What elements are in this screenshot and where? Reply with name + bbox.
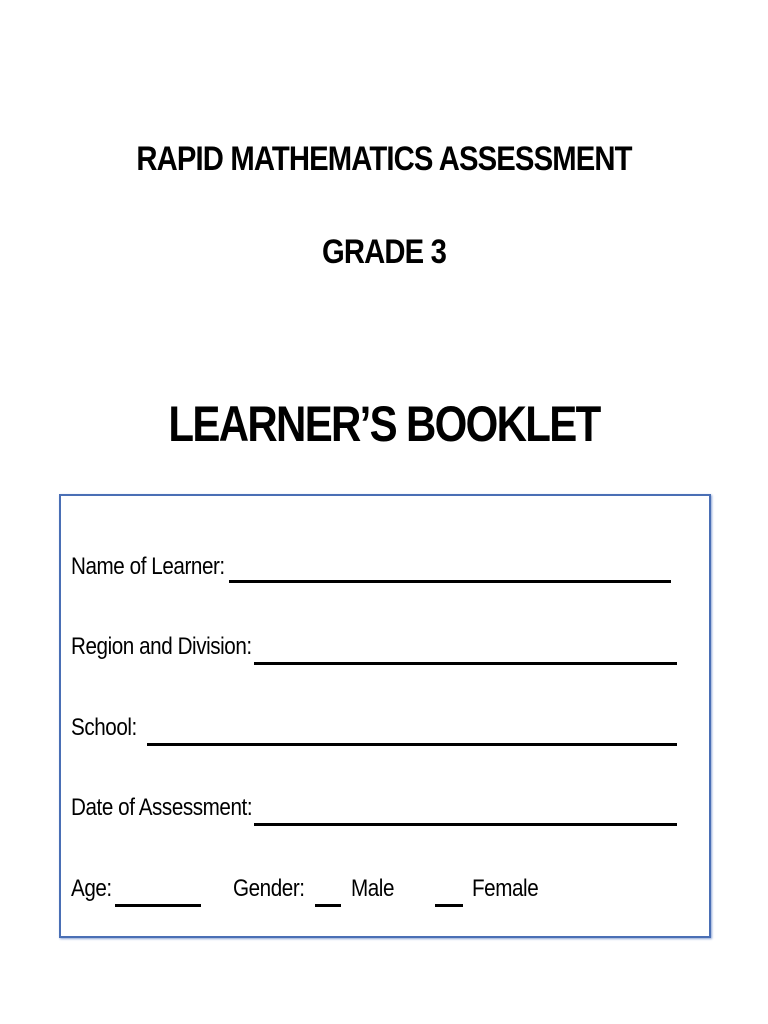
- date-label: Date of Assessment:: [71, 794, 253, 821]
- age-label: Age:: [71, 875, 112, 902]
- learner-info-box: [59, 494, 711, 938]
- school-label: School:: [71, 714, 137, 741]
- female-checkbox[interactable]: [435, 904, 463, 907]
- region-division-field[interactable]: [254, 662, 677, 665]
- male-label: Male: [351, 875, 395, 902]
- grade-label: GRADE 3: [322, 233, 446, 271]
- female-label: Female: [472, 875, 539, 902]
- age-field[interactable]: [115, 904, 201, 907]
- male-checkbox[interactable]: [315, 904, 341, 907]
- name-label: Name of Learner:: [71, 553, 225, 580]
- school-field[interactable]: [147, 743, 677, 746]
- gender-label: Gender:: [233, 875, 305, 902]
- booklet-title: LEARNER’S BOOKLET: [168, 396, 600, 452]
- name-field[interactable]: [229, 580, 671, 583]
- assessment-title: RAPID MATHEMATICS ASSESSMENT: [136, 140, 632, 178]
- region-division-label: Region and Division:: [71, 633, 252, 660]
- date-field[interactable]: [254, 823, 677, 826]
